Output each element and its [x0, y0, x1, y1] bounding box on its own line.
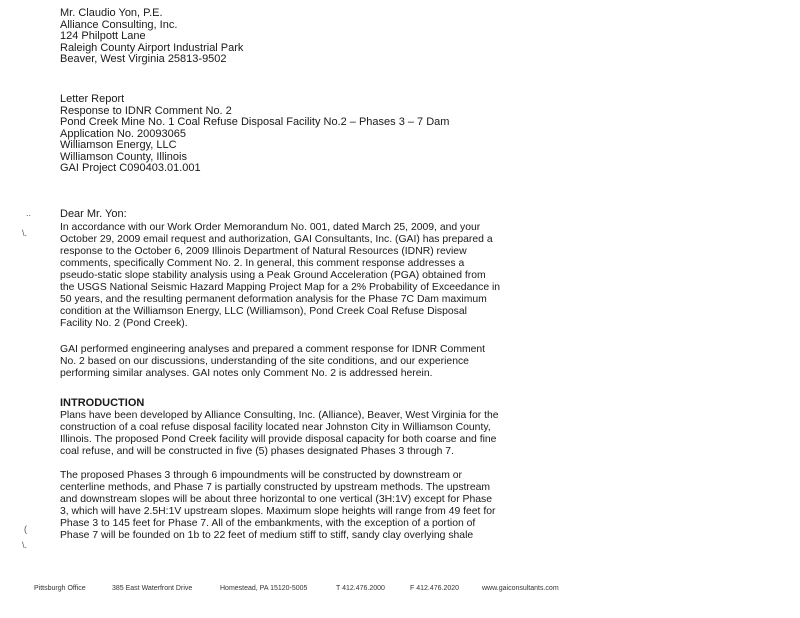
paragraph-line: Plans have been developed by Alliance Consulting, Inc. (Alliance), Beaver, West Virginia for the	[60, 410, 499, 421]
section-heading-introduction: INTRODUCTION	[60, 397, 145, 409]
address-line: Mr. Claudio Yon, P.E.	[60, 7, 163, 19]
reference-line: Williamson County, Illinois	[60, 150, 187, 163]
reference-line: Application No. 20093065	[60, 127, 186, 140]
footer-website-link[interactable]: www.gaiconsultants.com	[482, 585, 559, 592]
paragraph-line: pseudo-static slope stability analysis using a Peak Ground Acceleration (PGA) obtained from	[60, 270, 486, 281]
paragraph-line: construction of a coal refuse disposal facility located near Johnston City in Williamson County,	[60, 422, 491, 433]
paragraph-line: October 29, 2009 email request and authorization, GAI Consultants, Inc. (GAI) has prepared a	[60, 234, 493, 245]
recipient-address	[60, 8, 243, 66]
paragraph-line: coal refuse, and will be constructed in five (5) phases designated Phases 3 through 7.	[60, 446, 454, 457]
paragraph-phases	[60, 470, 495, 542]
paragraph-line: Phase 7 will be founded on 1b to 22 feet of medium stiff to stiff, sandy clay overlying shale	[60, 530, 474, 541]
paragraph-line: GAI performed engineering analyses and prepared a comment response for IDNR Comment	[60, 344, 486, 355]
reference-line: Pond Creek Mine No. 1 Coal Refuse Disposal Facility No.2 – Phases 3 – 7 Dam	[60, 116, 450, 128]
reference-line: Letter Report	[60, 93, 125, 105]
paragraph-line: response to the October 6, 2009 Illinois Department of Natural Resources (IDNR) review	[60, 246, 467, 257]
paragraph-line: 50 years, and the resulting permanent deformation analysis for the Phase 7C Dam maximum	[60, 294, 487, 305]
paragraph-line: Facility No. 2 (Pond Creek).	[60, 318, 188, 329]
scan-artifact-mark: (	[24, 524, 27, 534]
paragraph-analyses	[60, 344, 485, 380]
footer-fax: F 412.476.2020	[410, 585, 460, 592]
footer-phone: T 412.476.2000	[336, 585, 385, 592]
reference-line: Williamson Energy, LLC	[60, 139, 177, 151]
paragraph-line: Phase 3 to 145 feet for Phase 7. All of the embankments, with the exception of a portion of	[60, 518, 476, 529]
paragraph-line: and downstream slopes will be about three horizontal to one vertical (3H:1V) except for Phase	[60, 494, 493, 505]
scan-artifact-mark: \.	[22, 228, 28, 238]
paragraph-work-order	[60, 222, 500, 330]
reference-line: Response to IDNR Comment No. 2	[60, 104, 232, 117]
paragraph-line: In accordance with our Work Order Memorandum No. 001, dated March 25, 2009, and your	[60, 222, 481, 233]
paragraph-line: Illinois. The proposed Pond Creek facility will provide disposal capacity for both coarse and fine	[60, 434, 497, 445]
reference-line: GAI Project C090403.01.001	[60, 162, 201, 174]
salutation: Dear Mr. Yon:	[60, 208, 127, 220]
paragraph-plans	[60, 410, 499, 458]
paragraph-line: centerline methods, and Phase 7 is partially constructed by upstream methods. The upstream	[60, 482, 491, 493]
paragraph-line: condition at the Williamson Energy, LLC (Williamson), Pond Creek Coal Refuse Disposal	[60, 306, 467, 317]
footer-street: 385 East Waterfront Drive	[112, 585, 193, 592]
paragraph-line: The proposed Phases 3 through 6 impoundments will be constructed by downstream or	[60, 470, 462, 481]
footer-office: Pittsburgh Office	[34, 585, 86, 592]
paragraph-line: 3, which will have 2.5H:1V upstream slopes. Maximum slope heights will range from 49 feet for	[60, 506, 496, 517]
reference-block	[60, 94, 449, 175]
address-line: Alliance Consulting, Inc.	[60, 18, 178, 31]
address-line: Beaver, West Virginia 25813-9502	[60, 53, 227, 65]
paragraph-line: comments, specifically Comment No. 2. In general, this comment response addresses a	[60, 258, 465, 269]
scan-artifact-mark: ..	[26, 208, 32, 218]
scan-artifact-mark: \.	[22, 540, 28, 550]
address-line: Raleigh County Airport Industrial Park	[60, 41, 244, 54]
paragraph-line: the USGS National Seismic Hazard Mapping Project Map for a 2% Probability of Exceedance in	[60, 282, 501, 293]
address-line: 124 Philpott Lane	[60, 30, 146, 42]
footer-city: Homestead, PA 15120-5005	[220, 585, 308, 592]
paragraph-line: performing similar analyses. GAI notes only Comment No. 2 is addressed herein.	[60, 368, 433, 379]
paragraph-line: No. 2 based on our discussions, understanding of the site conditions, and our experience	[60, 356, 469, 367]
